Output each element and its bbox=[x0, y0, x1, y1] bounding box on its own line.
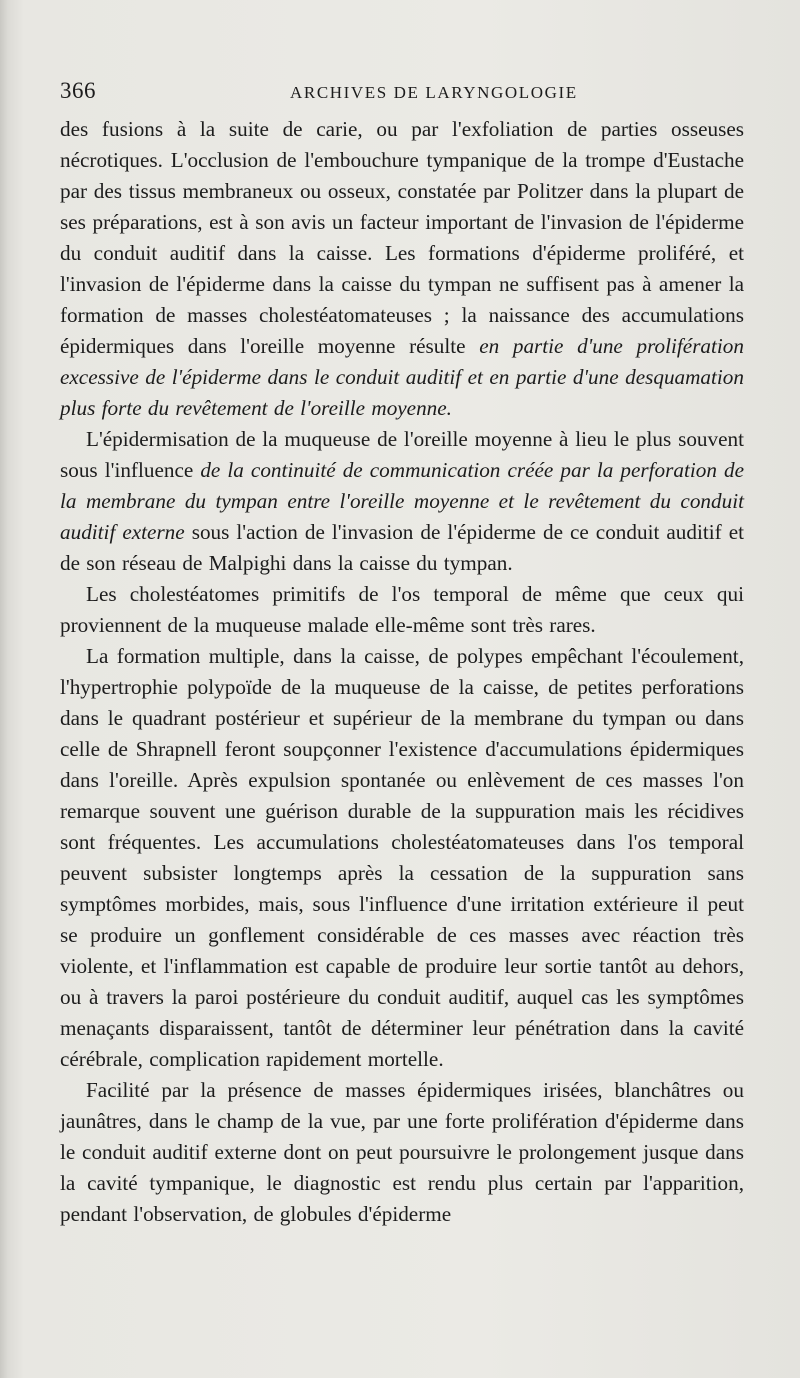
text-run: Les cholestéatomes primitifs de l'os temporal de même que ceux qui proviennent de la muqueuse malade elle-même sont très rares. bbox=[60, 582, 744, 637]
text-run: des fusions à la suite de carie, ou par l'exfoliation de parties osseuses nécrotiques. L'occlusion de l'embouchure tympanique de la trompe d'Eustache par des tissus membraneux ou osseux, constatée par Politzer dans la plupart de ses préparations, est à son avis un facteur important de l'invasion de l'épiderme du conduit auditif dans la caisse. Les formations d'épiderme proliféré, et l'invasion de l'épiderme dans la caisse du tympan ne suffisent pas à amener la formation de masses cholestéatomateuses ; la naissance des accumulations épidermiques dans l'oreille moyenne résulte bbox=[60, 117, 744, 358]
italic-text-run: de la continuité de communication créée par la perforation de la membrane du tympan entre l'oreille moyenne et le revêtement du conduit auditif externe bbox=[60, 458, 744, 544]
paragraph-2 bbox=[60, 424, 744, 579]
paragraph-1 bbox=[60, 114, 744, 424]
page-header bbox=[60, 78, 744, 112]
page-number: 366 bbox=[60, 78, 96, 103]
body-text bbox=[60, 114, 744, 1230]
text-run: sous l'action de l'invasion de l'épiderme de ce conduit auditif et de son réseau de Malpighi dans la caisse du tympan. bbox=[60, 520, 744, 575]
paragraph-4 bbox=[60, 641, 744, 1075]
running-title: ARCHIVES DE LARYNGOLOGIE bbox=[290, 83, 578, 102]
text-run: Facilité par la présence de masses épidermiques irisées, blanchâtres ou jaunâtres, dans le champ de la vue, par une forte prolifération d'épiderme dans le conduit auditif externe dont on peut poursuivre le prolongement jusque dans la cavité tympanique, le diagnostic est rendu plus certain par l'apparition, pendant l'observation, de globules d'épiderme bbox=[60, 1078, 744, 1226]
text-run: La formation multiple, dans la caisse, de polypes empêchant l'écoulement, l'hypertrophie polypoïde de la muqueuse de la caisse, de petites perforations dans le quadrant postérieur et supérieur de la membrane du tympan ou dans celle de Shrapnell feront soupçonner l'existence d'accumulations épidermiques dans l'oreille. Après expulsion spontanée ou enlèvement de ces masses l'on remarque souvent une guérison durable de la suppuration mais les récidives sont fréquentes. Les accumulations cholestéatomateuses dans l'os temporal peuvent subsister longtemps après la cessation de la suppuration sans symptômes morbides, mais, sous l'influence d'une irritation extérieure il peut se produire un gonflement considérable de ces masses avec réaction très violente, et l'inflammation est capable de produire leur sortie tantôt au dehors, ou à travers la paroi postérieure du conduit auditif, auquel cas les symptômes menaçants disparaissent, tantôt de déterminer leur pénétration dans la cavité cérébrale, complication rapidement mortelle. bbox=[60, 644, 744, 1071]
paragraph-5 bbox=[60, 1075, 744, 1230]
paragraph-3 bbox=[60, 579, 744, 641]
italic-text-run: en partie d'une prolifération excessive de l'épiderme dans le conduit auditif et en partie d'une desquamation plus forte du revêtement de l'oreille moyenne. bbox=[60, 334, 744, 420]
text-run: L'épidermisation de la muqueuse de l'oreille moyenne à lieu le plus souvent sous l'influence bbox=[60, 427, 744, 482]
